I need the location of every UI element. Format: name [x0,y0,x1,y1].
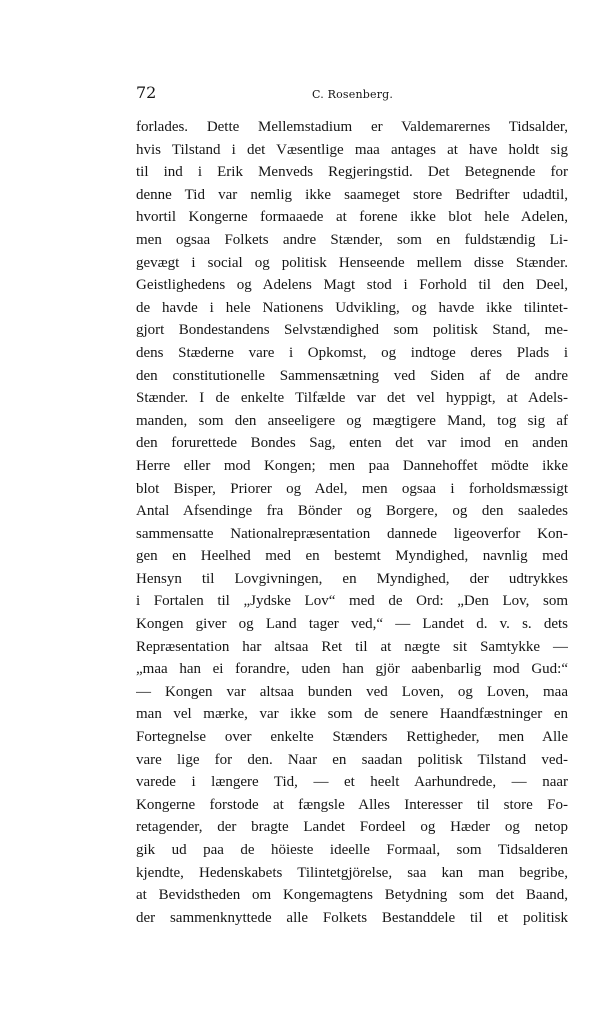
text-line: den forurettede Bondes Sag, enten det var imod en anden [136,435,568,452]
text-line: de havde i hele Nationens Udvikling, og havde ikke tilintet- [136,299,568,316]
text-line: Repræsentation har altsaa Ret til at nægte sit Samtykke — [136,638,568,655]
text-line: i Fortalen til „Jydske Lov“ med de Ord: „Den Lov, som [136,593,568,610]
text-line: man vel mærke, var ikke som de senere Haandfæstninger en [136,706,568,723]
running-head: C. Rosenberg. [312,88,394,101]
page-number: 72 [136,83,157,102]
text-line: kjendte, Hedenskabets Tilintetgjörelse, saa kan man begribe, [136,864,568,881]
text-line: der sammenknyttede alle Folkets Bestanddele til et politisk [136,909,568,926]
text-line: men ogsaa Folkets andre Stænder, som en fuldstændig Li- [136,231,568,248]
body-text [136,116,568,929]
text-line: gen en Heelhed med en bestemt Myndighed, navnlig med [136,548,568,565]
text-line: Hensyn til Lovgivningen, en Myndighed, der udtrykkes [136,570,568,587]
text-line: forlades. Dette Mellemstadium er Valdemarernes Tidsalder, [136,119,568,135]
text-line: „maa han ei forandre, uden han gjör aabenbarlig mod Gud:“ [136,661,568,678]
page-header [136,84,568,106]
text-line: hvortil Kongerne formaaede at forene ikke blot hele Adelen, [136,209,568,226]
text-line: Geistlighedens og Adelens Magt stod i Forhold til den Deel, [136,277,568,294]
text-line: den constitutionelle Sammensætning ved Siden af de andre [136,367,568,384]
text-line: Antal Afsendinge fra Bönder og Borgere, og den saaledes [136,503,568,520]
text-line: Fortegnelse over enkelte Stænders Rettigheder, men Alle [136,729,568,746]
text-line: sammensatte Nationalrepræsentation dannede ligeoverfor Kon- [136,525,568,542]
text-line: til ind i Erik Menveds Regjeringstid. Det Betegnende for [136,164,568,181]
text-line: Kongerne forstode at fængsle Alles Interesser til store Fo- [136,796,568,813]
text-line: Stænder. I de enkelte Tilfælde var det vel hyppigt, at Adels- [136,390,568,407]
text-line: gevægt i social og politisk Henseende mellem disse Stænder. [136,254,568,271]
text-line: gik ud paa de höieste ideelle Formaal, som Tidsalderen [136,842,568,858]
text-line: at Bevidstheden om Kongemagtens Betydning som det Baand, [136,887,568,904]
text-line: hvis Tilstand i det Væsentlige maa antages at have holdt sig [136,141,568,158]
text-line: vare lige for den. Naar en saadan politisk Tilstand ved- [136,751,568,768]
text-line: denne Tid var nemlig ikke saameget store Bedrifter udadtil, [136,186,568,203]
text-line: — Kongen var altsaa bunden ved Loven, og Loven, maa [136,683,568,700]
text-line: Herre eller mod Kongen; men paa Dannehoffet mödte ikke [136,457,568,474]
text-line: varede i længere Tid, — et heelt Aarhundrede, — naar [136,774,568,791]
text-line: manden, som den anseeligere og mægtigere Mand, tog sig af [136,412,568,429]
text-line: dens Stæderne vare i Opkomst, og indtoge deres Plads i [136,344,568,361]
text-line: blot Bisper, Priorer og Adel, men ogsaa i forholdsmæssigt [136,480,568,497]
text-line: Kongen giver og Land tager ved,“ — Landet d. v. s. dets [136,616,568,633]
text-line: retagender, der bragte Landet Fordeel og Hæder og netop [136,819,568,836]
text-line: gjort Bondestandens Selvstændighed som politisk Stand, me- [136,322,568,339]
